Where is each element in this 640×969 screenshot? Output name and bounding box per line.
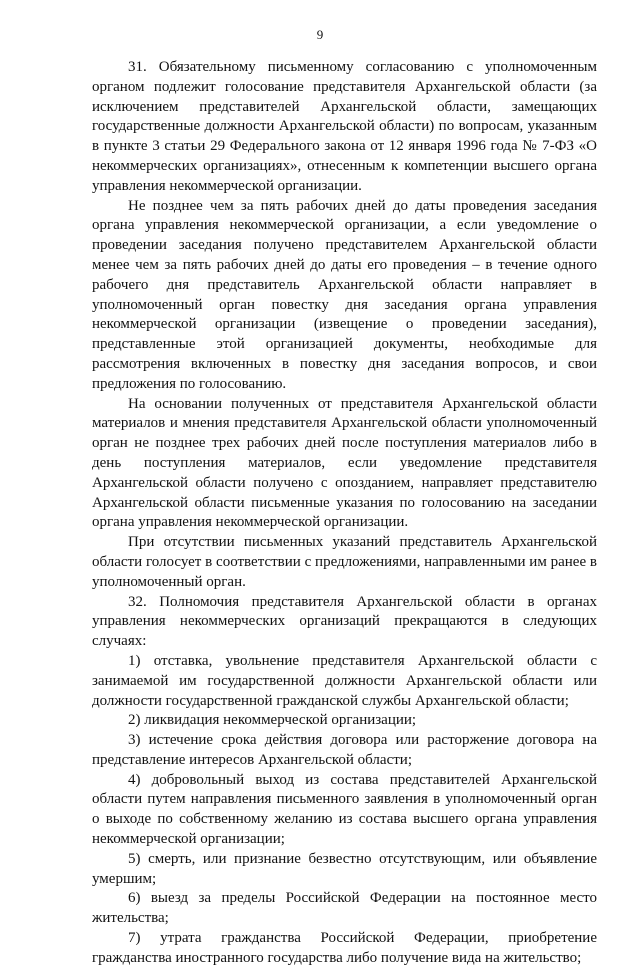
list-item: 2) ликвидация некоммерческой организации;: [128, 712, 417, 729]
page-number: 9: [316, 27, 324, 42]
paragraph-no-instructions: При отсутствии письменных указаний представитель Архангельской области голосует в соответствии с предложениями, направленными им ранее в уполномоченный орган.: [92, 534, 597, 590]
list-item: 6) выезд за пределы Российской Федерации на постоянное место жительства;: [92, 890, 597, 927]
paragraph-32: 32. Полномочия представителя Архангельской области в органах управления некоммерческих организаций прекращаются в следующих случаях:: [92, 593, 597, 650]
paragraph-instructions: На основании полученных от представителя Архангельской области материалов и мнения представителя Архангельской области уполномоченный орган не позднее трех рабочих дней после поступления материалов либо в день поступления материалов, если уведомление представителя Архангельской области получено с опозданием, направляет представителю Архангельской области письменные указания по голосованию на заседании органа управления некоммерческой организации.: [92, 395, 597, 531]
list-item: 1) отставка, увольнение представителя Архангельской области с занимаемой им государственной должности Архангельской области или должности государственной гражданской службы Архангельской области;: [92, 652, 597, 709]
list-item: 7) утрата гражданства Российской Федерации, приобретение гражданства иностранного государства либо получение вида на жительство;: [92, 930, 597, 966]
list-item: 3) истечение срока действия договора или расторжение договора на представление интересов Архангельской области;: [92, 732, 597, 768]
paragraph-31: 31. Обязательному письменному согласованию с уполномоченным органом подлежит голосование представителя Архангельской области (за исключением представителей Архангельской области, замещающих государственные должности Архангельской области) по вопросам, указанным в пункте 3 статьи 29 Федерального закона от 12 января 1996 года № 7-ФЗ «О некоммерческих организациях», отнесенным к компетенции высшего органа управления некоммерческой организации.: [92, 59, 597, 194]
list-item: 5) смерть, или признание безвестно отсутствующим, или объявление умершим;: [92, 850, 597, 887]
document-body: [92, 58, 597, 969]
paragraph-deadline: Не позднее чем за пять рабочих дней до даты проведения заседания органа управления некоммерческой организации, а если уведомление о проведении заседания получено представителем Архангельской области менее чем за пять рабочих дней до даты его проведения – в течение одного рабочего дня представитель Архангельской области направляет в уполномоченный орган повестку дня заседания органа управления некоммерческой организации (извещение о проведении заседания), представленные этой организацией документы, необходимые для рассмотрения включенных в повестку дня заседания вопросов, и свои предложения по голосованию.: [92, 197, 597, 392]
list-item: 4) добровольный выход из состава представителей Архангельской области путем направления письменного заявления в уполномоченный орган о выходе по собственному желанию из состава высшего органа управления некоммерческой организации;: [92, 771, 597, 848]
